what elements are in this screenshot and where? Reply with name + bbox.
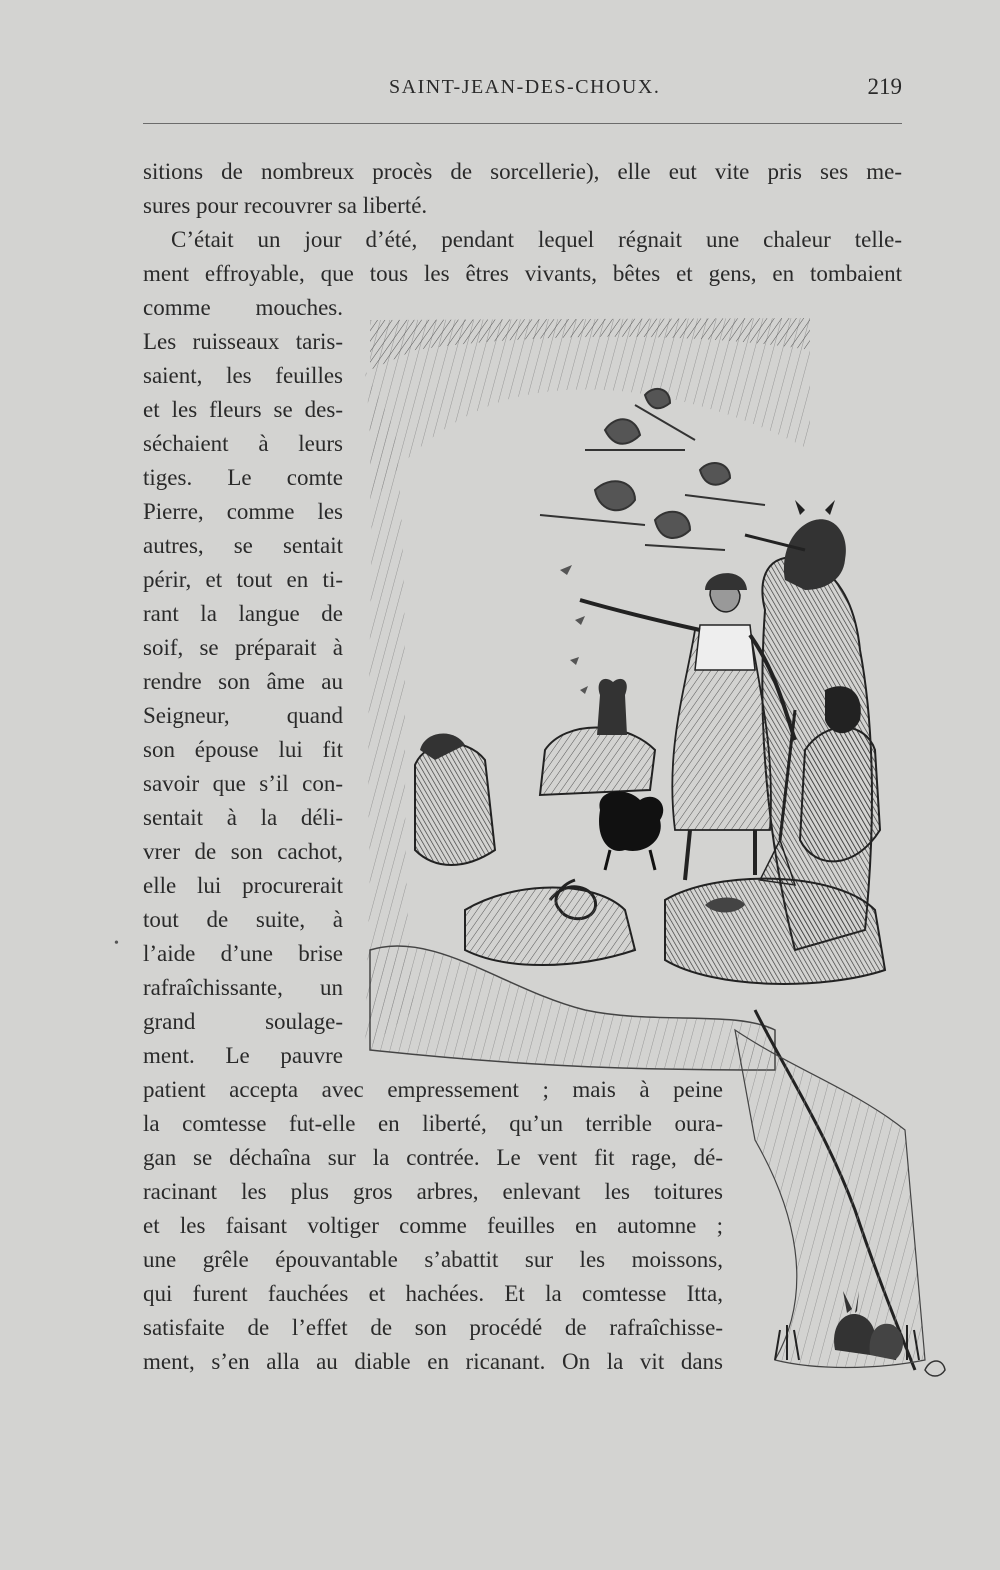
text-line: gan se déchaîna sur la contrée. Le vent fit rage, dé- [143, 1145, 723, 1170]
flying-witch [645, 512, 725, 550]
text-line: sitions de nombreux procès de sorcellerie), elle eut vite pris ses me- [143, 159, 902, 184]
artist-monogram [925, 1361, 945, 1376]
text-line: une grêle épouvantable s’abattit sur les moissons, [143, 1247, 723, 1272]
text-line: sentait à la déli- [143, 805, 343, 830]
text-line: saient, les feuilles [143, 363, 343, 388]
text-line: et les faisant voltiger comme feuilles en automne ; [143, 1213, 723, 1238]
flying-witch [540, 481, 645, 525]
text-line: tiges. Le comte [143, 465, 343, 490]
text-line: périr, et tout en ti- [143, 567, 343, 592]
text-line: sures pour recouvrer sa liberté. [143, 193, 428, 218]
owl [597, 679, 627, 735]
text-line: vrer de son cachot, [143, 839, 343, 864]
page-number: 219 [867, 74, 902, 99]
text-line: tout de suite, à [143, 907, 343, 932]
text-line: patient accepta avec empressement ; mais à peine [143, 1077, 723, 1102]
text-line: racinant les plus gros arbres, enlevant les toitures [143, 1179, 723, 1204]
text-line: l’aide d’une brise [143, 941, 343, 966]
dark-boulder [800, 728, 880, 862]
text-line: comme mouches. [143, 295, 343, 320]
text-line: son épouse lui fit [143, 737, 343, 762]
text-line: rafraîchissante, un [143, 975, 343, 1000]
devil-figure [745, 500, 846, 590]
running-title: SAINT-JEAN-DES-CHOUX. [389, 76, 661, 98]
text-line: la comtesse fut-elle en liberté, qu’un terrible oura- [143, 1111, 723, 1136]
text-line: soif, se préparait à [143, 635, 343, 660]
text-line: Pierre, comme les [143, 499, 343, 524]
text-line: rendre son âme au [143, 669, 343, 694]
text-line: Seigneur, quand [143, 703, 343, 728]
text-line: satisfaite de l’effet de son procédé de rafraîchisse- [143, 1315, 723, 1340]
text-line: C’était un jour d’été, pendant lequel régnait une chaleur telle- [171, 227, 902, 252]
text-line: rant la langue de [143, 601, 343, 626]
falling-leaves [560, 565, 588, 694]
flying-witch [585, 419, 685, 450]
text-line: autres, se sentait [143, 533, 343, 558]
margin-mark: • [114, 936, 119, 951]
foliage [735, 1030, 925, 1368]
text-line: grand soulage- [143, 1009, 343, 1034]
flying-witch [685, 463, 765, 505]
text-line: séchaient à leurs [143, 431, 343, 456]
left-rock [415, 744, 495, 865]
text-line: ment. Le pauvre [143, 1043, 343, 1068]
engraving-illustration [355, 310, 960, 1390]
text-line: ment, s’en alla au diable en ricanant. On la vit dans [143, 1349, 723, 1374]
owl-rock [540, 728, 655, 796]
header-rule [143, 123, 902, 124]
text-line: et les fleurs se des- [143, 397, 343, 422]
foreground-rock-right [665, 879, 885, 984]
text-line: Les ruisseaux taris- [143, 329, 343, 354]
running-head [143, 74, 902, 104]
black-cat [599, 791, 663, 870]
text-line: qui furent fauchées et hachées. Et la comtesse Itta, [143, 1281, 723, 1306]
foreground-rock [465, 888, 635, 966]
text-line: ment effroyable, que tous les êtres vivants, bêtes et gens, en tombaient [143, 261, 902, 286]
text-line: elle lui procurerait [143, 873, 343, 898]
text-line: savoir que s’il con- [143, 771, 343, 796]
